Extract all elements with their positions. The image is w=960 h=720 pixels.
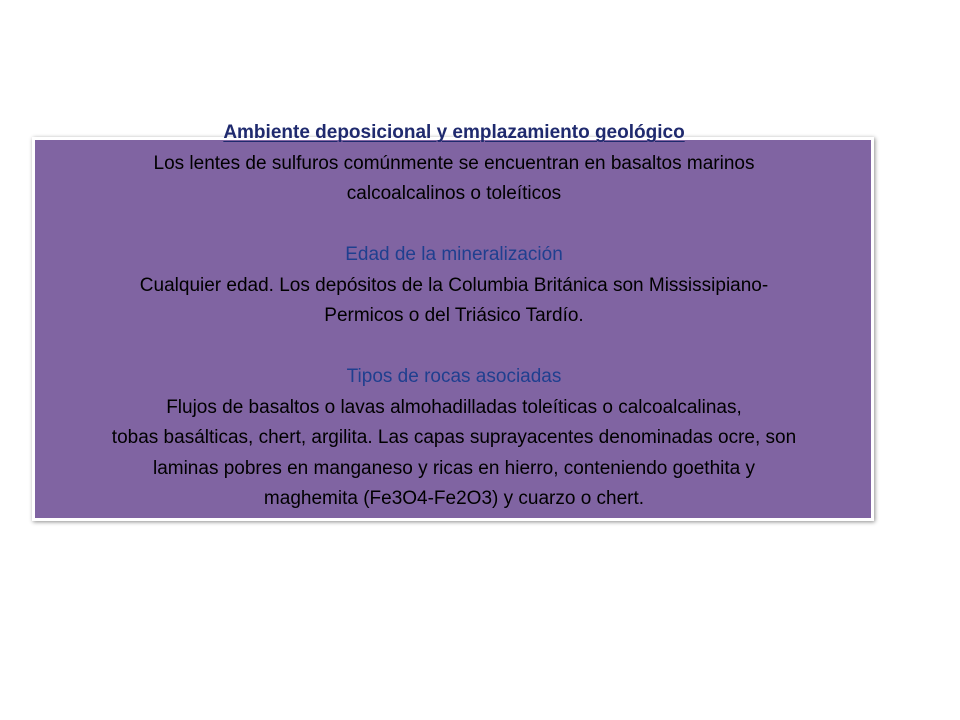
section-heading-ambiente: Ambiente deposicional y emplazamiento geológico — [223, 122, 685, 143]
section-text-line: maghemita (Fe3O4-Fe2O3) y cuarzo o chert. — [263, 488, 645, 509]
spacer — [36, 210, 872, 241]
text-content — [36, 118, 872, 515]
section-text-line: Los lentes de sulfuros comúnmente se encuentran en basaltos marinos — [153, 152, 755, 174]
section-text-line: laminas pobres en manganeso y ricas en hierro, conteniendo goethita y — [152, 457, 756, 479]
section-heading-tipos-rocas: Tipos de rocas asociadas — [346, 366, 562, 387]
spacer — [36, 332, 872, 363]
section-text-line: Flujos de basaltos o lavas almohadilladas toleíticas o calcoalcalinas, — [166, 396, 742, 418]
section-text-line: Permicos o del Triásico Tardío. — [324, 305, 584, 326]
section-text-line: Cualquier edad. Los depósitos de la Columbia Británica son Mississipiano- — [139, 274, 769, 296]
section-heading-edad: Edad de la mineralización — [345, 244, 563, 265]
section-text-line: tobas basálticas, chert, argilita. Las capas suprayacentes denominadas ocre, son — [111, 427, 797, 448]
section-text-line: calcoalcalinos o toleíticos — [346, 183, 562, 204]
